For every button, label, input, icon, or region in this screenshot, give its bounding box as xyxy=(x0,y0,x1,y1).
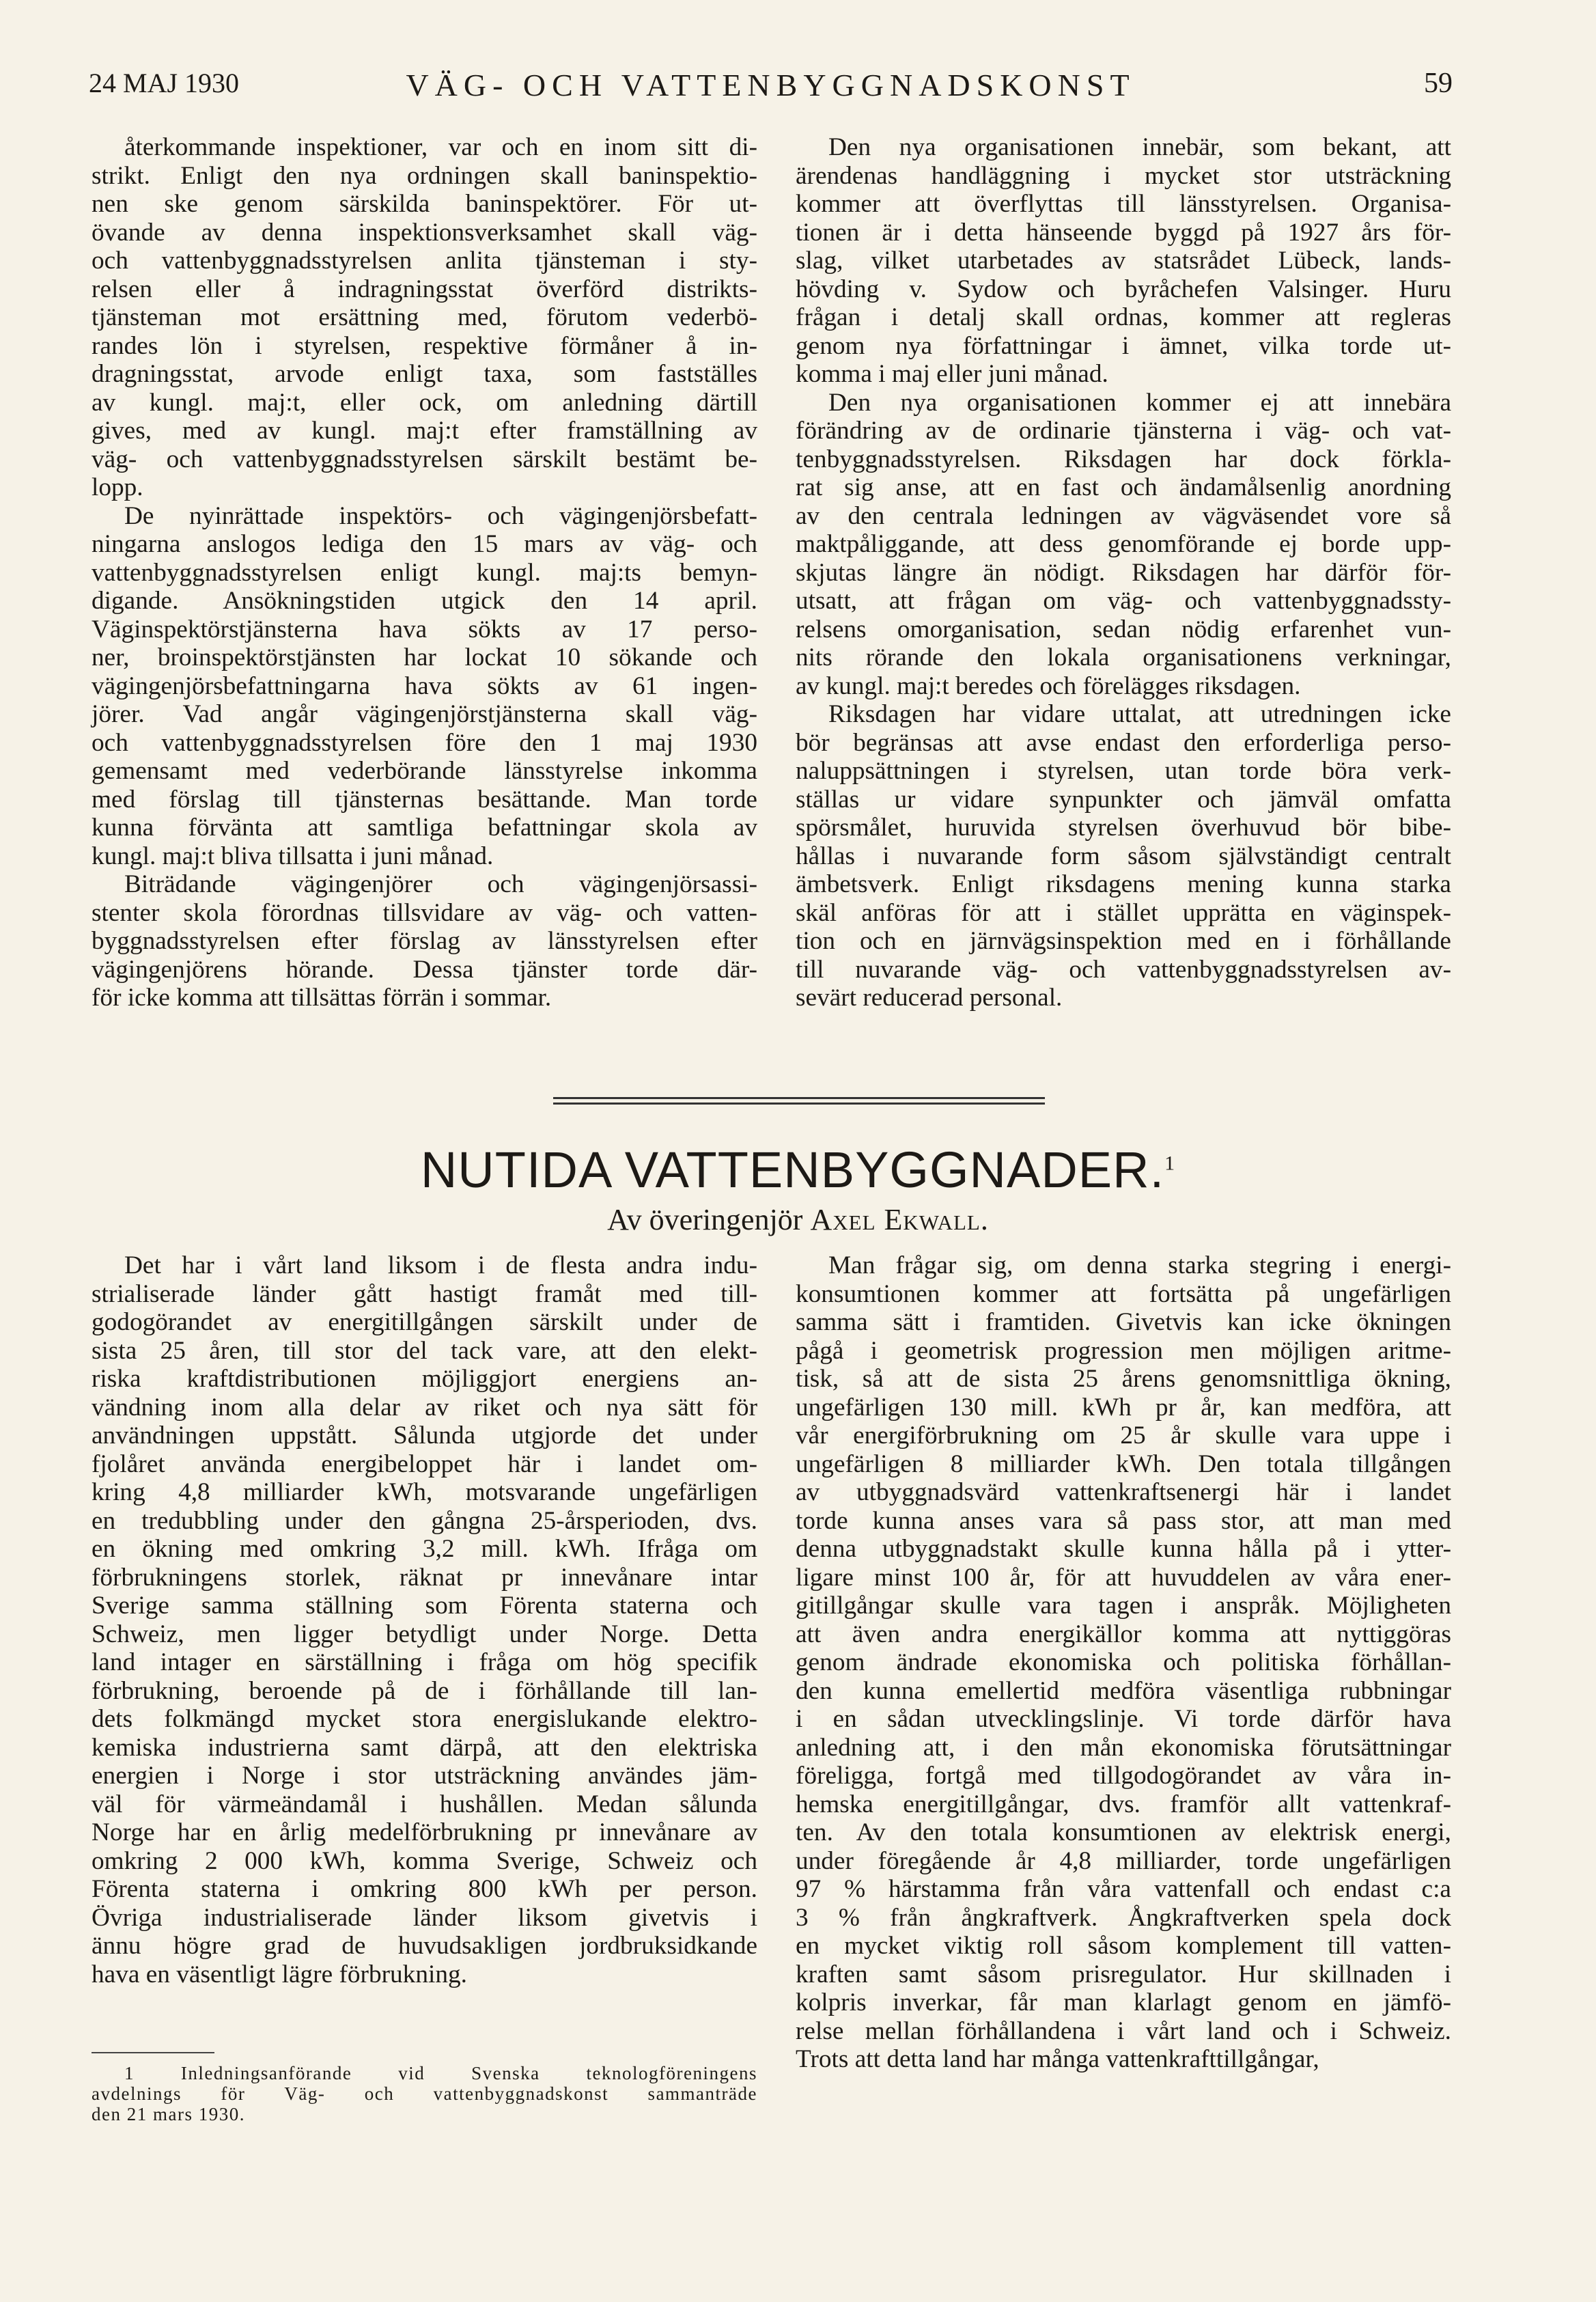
article-headline xyxy=(0,1141,1596,1199)
text-line: genom nya författningar i ämnet, vilka torde ut- xyxy=(796,331,1451,360)
text-line: till nuvarande väg- och vattenbyggnadsstyrelsen av- xyxy=(796,955,1451,984)
text-line: ungefärligen 130 mill. kWh pr år, kan medföra, att xyxy=(796,1393,1451,1422)
text-line: kommer att överflyttas till länsstyrelsen. Organisa- xyxy=(796,190,1451,218)
section-divider-top xyxy=(553,1097,1045,1099)
text-line: randes lön i styrelsen, respektive förmåner å in- xyxy=(92,331,757,360)
text-line: digande. Ansökningstiden utgick den 14 april. xyxy=(92,587,757,615)
text-line: den kunna emellertid medföra väsentliga rubbningar xyxy=(796,1676,1451,1705)
text-line: naluppsättningen i styrelsen, utan torde böra verk- xyxy=(796,757,1451,785)
text-line: fjolåret använda energibeloppet här i landet om- xyxy=(92,1450,757,1478)
text-line: av den centrala ledningen av vägväsendet vore så xyxy=(796,501,1451,530)
text-line: land intager en särställning i fråga om hög specifik xyxy=(92,1648,757,1676)
text-line: Det har i vårt land liksom i de flesta andra indu- xyxy=(124,1251,757,1279)
text-line: omkring 2 000 kWh, komma Sverige, Schweiz och xyxy=(92,1846,757,1875)
footnote-rule xyxy=(92,2052,214,2053)
text-line: energien i Norge i stor utsträckning användes jäm- xyxy=(92,1762,757,1790)
text-line: 3 % från ångkraftverk. Ångkraftverken spela dock xyxy=(796,1903,1451,1932)
text-line: ligare minst 100 år, för att huvuddelen av våra ener- xyxy=(796,1563,1451,1592)
text-line: ungefärligen 8 milliarder kWh. Den totala tillgången xyxy=(796,1450,1451,1478)
text-line: godogörandet av energitillgången särskilt under de xyxy=(92,1308,757,1336)
text-line: gives, med av kungl. maj:t efter framställning av xyxy=(92,417,757,445)
text-line: torde kunna anses vara så pass stor, att man med xyxy=(796,1506,1451,1535)
text-line: skjutas längre än nödigt. Riksdagen har därför för- xyxy=(796,558,1451,587)
column-bottom-left xyxy=(92,1251,757,1988)
text-line: Den nya organisationen innebär, som bekant, att xyxy=(828,133,1451,161)
text-line: De nyinrättade inspektörs- och vägingenjörsbefatt- xyxy=(124,501,757,530)
text-line: ställas ur vidare synpunkter och jämväl omfatta xyxy=(796,785,1451,814)
text-line: ner, broinspektörstjänsten har lockat 10 sökande och xyxy=(92,643,757,671)
text-line: Väginspektörstjänsterna hava sökts av 17 perso- xyxy=(92,615,757,643)
text-line: hava en väsentligt lägre förbrukning. xyxy=(92,1960,467,1988)
text-line: avdelnings för Väg- och vattenbyggnadskonst sammanträde xyxy=(92,2083,757,2104)
text-line: av kungl. maj:t beredes och föreläggеs riksdagen. xyxy=(796,671,1301,700)
column-top-left xyxy=(92,133,757,1012)
text-line: övande av denna inspektionsverksamhet skall väg- xyxy=(92,218,757,247)
text-line: jörer. Vad angår vägingenjörstjänsterna skall väg- xyxy=(92,700,757,728)
text-line: att även andra energikällor komma att nyttiggöras xyxy=(796,1620,1451,1648)
text-line: anledning att, i den mån ekonomiska förutsättningar xyxy=(796,1733,1451,1762)
text-line: sevärt reducerad personal. xyxy=(796,984,1063,1012)
text-line: nits rörande den lokala organisationens verkningar, xyxy=(796,643,1451,671)
text-line: gitillgångar skulle vara tagen i anspråk. Möjligheten xyxy=(796,1592,1451,1620)
text-line: Biträdande vägingenjörer och vägingenjörsassi- xyxy=(124,870,757,898)
text-line: ningarna anslogos lediga den 15 mars av väg- och xyxy=(92,530,757,558)
text-line: för icke komma att tillsättas förrän i sommar. xyxy=(92,984,552,1012)
text-line: återkommande inspektioner, var och en inom sitt di- xyxy=(124,133,757,161)
text-line: sista 25 åren, till stor del tack vare, att den elekt- xyxy=(92,1336,757,1365)
text-line: kolpris inverkar, får man klarlagt genom en jämfö- xyxy=(796,1988,1451,2016)
text-line: kungl. maj:t bliva tillsatta i juni månad. xyxy=(92,842,494,870)
text-line: av utbyggnadsvärd vattenkraftsenergi här i landet xyxy=(796,1478,1451,1506)
text-line: tjänsteman mot ersättning med, förutom vederbö- xyxy=(92,303,757,331)
text-line: med förslag till tjänsternas besättande. Man torde xyxy=(92,785,757,814)
text-line: användningen uppstått. Sålunda utgjorde det under xyxy=(92,1422,757,1450)
text-line: en ökning med omkring 3,2 mill. kWh. Ifråga om xyxy=(92,1535,757,1563)
text-line: Man frågar sig, om denna starka stegring i energi- xyxy=(828,1251,1451,1279)
text-line: Riksdagen har vidare uttalat, att utredningen icke xyxy=(828,700,1451,728)
text-line: dragningsstat, arvode enligt taxa, som fastställes xyxy=(92,360,757,388)
running-header xyxy=(89,67,1453,108)
text-line: lopp. xyxy=(92,473,143,501)
text-line: Schweiz, men ligger betydligt under Norge. Detta xyxy=(92,1620,757,1648)
text-line: frågan i detalj skall ordnas, kommer att regleras xyxy=(796,303,1451,331)
text-line: under föregående år 4,8 milliarder, torde ungefärligen xyxy=(796,1846,1451,1875)
text-line: komma i maj eller juni månad. xyxy=(796,360,1108,388)
text-line: denna utbyggnadstakt skulle kunna hålla på i ytter- xyxy=(796,1535,1451,1563)
text-line: kraften samt såsom prisregulator. Hur skillnaden i xyxy=(796,1960,1451,1988)
text-line: den 21 mars 1930. xyxy=(92,2104,245,2124)
text-line: Den nya organisationen kommer ej att innebära xyxy=(828,388,1451,417)
text-line: och vattenbyggnadsstyrelsen före den 1 maj 1930 xyxy=(92,728,757,757)
section-divider-bottom xyxy=(553,1103,1045,1105)
text-line: en mycket viktig roll såsom komplement till vatten- xyxy=(796,1932,1451,1960)
text-line: utsatt, att frågan om väg- och vattenbyggnadssty- xyxy=(796,587,1451,615)
text-line: ten. Av den totala konsumtionen av elektrisk energi, xyxy=(796,1818,1451,1846)
text-line: bör begränsas att avse endast den erforderliga perso- xyxy=(796,728,1451,757)
text-line: förändring av de ordinarie tjänsterna i väg- och vat- xyxy=(796,417,1451,445)
text-line: riska kraftdistributionen möjliggjort energiens an- xyxy=(92,1365,757,1393)
text-line: slag, vilket utarbetades av statsrådet Lübeck, lands- xyxy=(796,247,1451,275)
text-line: ämbetsverk. Enligt riksdagens mening kunna starka xyxy=(796,870,1451,898)
text-line: väl för värmeändamål i hushållen. Medan sålunda xyxy=(92,1790,757,1818)
text-line: 1 Inledningsanförande vid Svenska teknologföreningens xyxy=(124,2063,757,2083)
text-line: Norge har en årlig medelförbrukning pr innevånare av xyxy=(92,1818,757,1846)
text-line: stenter skola förordnas tillsvidare av väg- och vatten- xyxy=(92,898,757,927)
text-line: av kungl. maj:t, eller ock, om anledning därtill xyxy=(92,388,757,417)
text-line: strikt. Enligt den nya ordningen skall baninspektio- xyxy=(92,161,757,190)
text-line: rat sig anse, att en fast och ändamålsenlig anordning xyxy=(796,473,1451,501)
text-line: konsumtionen kommer att fortsätta på ungefärligen xyxy=(796,1279,1451,1308)
column-top-right xyxy=(796,133,1451,1012)
article-byline xyxy=(0,1202,1596,1237)
text-line: Sverige samma ställning som Förenta staterna och xyxy=(92,1592,757,1620)
column-bottom-right xyxy=(796,1251,1451,2074)
text-line: vägingenjörens hörande. Dessa tjänster torde där- xyxy=(92,955,757,984)
text-line: i en sådan utvecklingslinje. Vi torde därför hava xyxy=(796,1705,1451,1733)
text-line: hållas i nuvarande form såsom självständigt centralt xyxy=(796,842,1451,870)
text-line: 97 % härstamma från våra vattenfall och endast c:a xyxy=(796,1875,1451,1903)
text-line: pågå i geometrisk progression men möjligen aritme- xyxy=(796,1336,1451,1365)
text-line: gemensamt med vederbörande länsstyrelse inkomma xyxy=(92,757,757,785)
text-line: förbrukningens storlek, räknat pr innevånare intar xyxy=(92,1563,757,1592)
text-line: byggnadsstyrelsen efter förslag av länsstyrelsen efter xyxy=(92,927,757,955)
headline-text: NUTIDA VATTENBYGGNADER. xyxy=(420,1141,1165,1198)
text-line: ännu högre grad de huvudsakligen jordbruksidkande xyxy=(92,1932,757,1960)
text-line: Trots att detta land har många vattenkrafttillgångar, xyxy=(796,2045,1319,2073)
text-line: kring 4,8 milliarder kWh, motsvarande ungefärligen xyxy=(92,1478,757,1506)
text-line: relsens omorganisation, sedan nödig erfarenhet vun- xyxy=(796,615,1451,643)
text-line: förbrukning, beroende på de i förhållande till lan- xyxy=(92,1676,757,1705)
byline-author: Axel Ekwall. xyxy=(810,1203,989,1236)
text-line: vändning inom alla delar av riket och nya sätt för xyxy=(92,1393,757,1422)
text-line: skäl anföras för att i stället upprätta en väginspek- xyxy=(796,898,1451,927)
text-line: och vattenbyggnadsstyrelsen anlita tjänsteman i sty- xyxy=(92,247,757,275)
text-line: relsen eller å indragningsstat överförd distrikts- xyxy=(92,275,757,303)
text-line: tionen är i detta hänseende byggd på 1927 års för- xyxy=(796,218,1451,247)
text-line: kunna förvänta att samtliga befattningar skola av xyxy=(92,814,757,842)
text-line: hemska energitillgångar, dvs. framför allt vattenkraf- xyxy=(796,1790,1451,1818)
text-line: vattenbyggnadsstyrelsen enligt kungl. maj:ts bemyn- xyxy=(92,558,757,587)
text-line: Förenta staterna i omkring 800 kWh per person. xyxy=(92,1875,757,1903)
footnote-mark: 1 xyxy=(1164,1152,1176,1175)
text-line: en tredubbling under den gångna 25-årsperioden, dvs. xyxy=(92,1506,757,1535)
text-line: föreligga, fortgå med tillgodogörandet av våra in- xyxy=(796,1762,1451,1790)
issue-date: 24 MAJ 1930 xyxy=(89,68,240,98)
text-line: Övriga industrialiserade länder liksom givetvis i xyxy=(92,1903,757,1932)
page-number: 59 xyxy=(1424,68,1453,99)
byline-prefix: Av överingenjör xyxy=(607,1203,803,1236)
footnote xyxy=(92,2063,757,2124)
journal-title: VÄG- OCH VATTENBYGGNADSKONST xyxy=(406,68,1136,102)
text-line: genom ändrade ekonomiska och politiska förhållan- xyxy=(796,1648,1451,1676)
text-line: relse mellan förhållandena i vårt land och i Schweiz. xyxy=(796,2016,1451,2045)
text-line: kemiska industrierna samt därpå, att den elektriska xyxy=(92,1733,757,1762)
text-line: spörsmålet, huruvida styrelsen överhuvud bör bibe- xyxy=(796,814,1451,842)
text-line: vår energiförbrukning om 25 år skulle vara uppe i xyxy=(796,1422,1451,1450)
text-line: tion och en järnvägsinspektion med en i förhållande xyxy=(796,927,1451,955)
text-line: tenbyggnadsstyrelsen. Riksdagen har dock förkla- xyxy=(796,445,1451,473)
text-line: maktpåliggande, att dess genomförande ej borde upp- xyxy=(796,530,1451,558)
text-line: hövding v. Sydow och byråchefen Valsinger. Huru xyxy=(796,275,1451,303)
text-line: vägingenjörsbefattningarna hava sökts av 61 ingen- xyxy=(92,671,757,700)
text-line: väg- och vattenbyggnadsstyrelsen särskilt bestämt be- xyxy=(92,445,757,473)
text-line: nen ske genom särskilda baninspektörer. För ut- xyxy=(92,190,757,218)
text-line: dets folkmängd mycket stora energislukande elektro- xyxy=(92,1705,757,1733)
text-line: ärendenas handläggning i mycket stor utsträckning xyxy=(796,161,1451,190)
text-line: samma sätt i framtiden. Givetvis kan icke ökningen xyxy=(796,1308,1451,1336)
text-line: strialiserade länder gått hastigt framåt med till- xyxy=(92,1279,757,1308)
text-line: tisk, så att de sista 25 årens genomsnittliga ökning, xyxy=(796,1365,1451,1393)
